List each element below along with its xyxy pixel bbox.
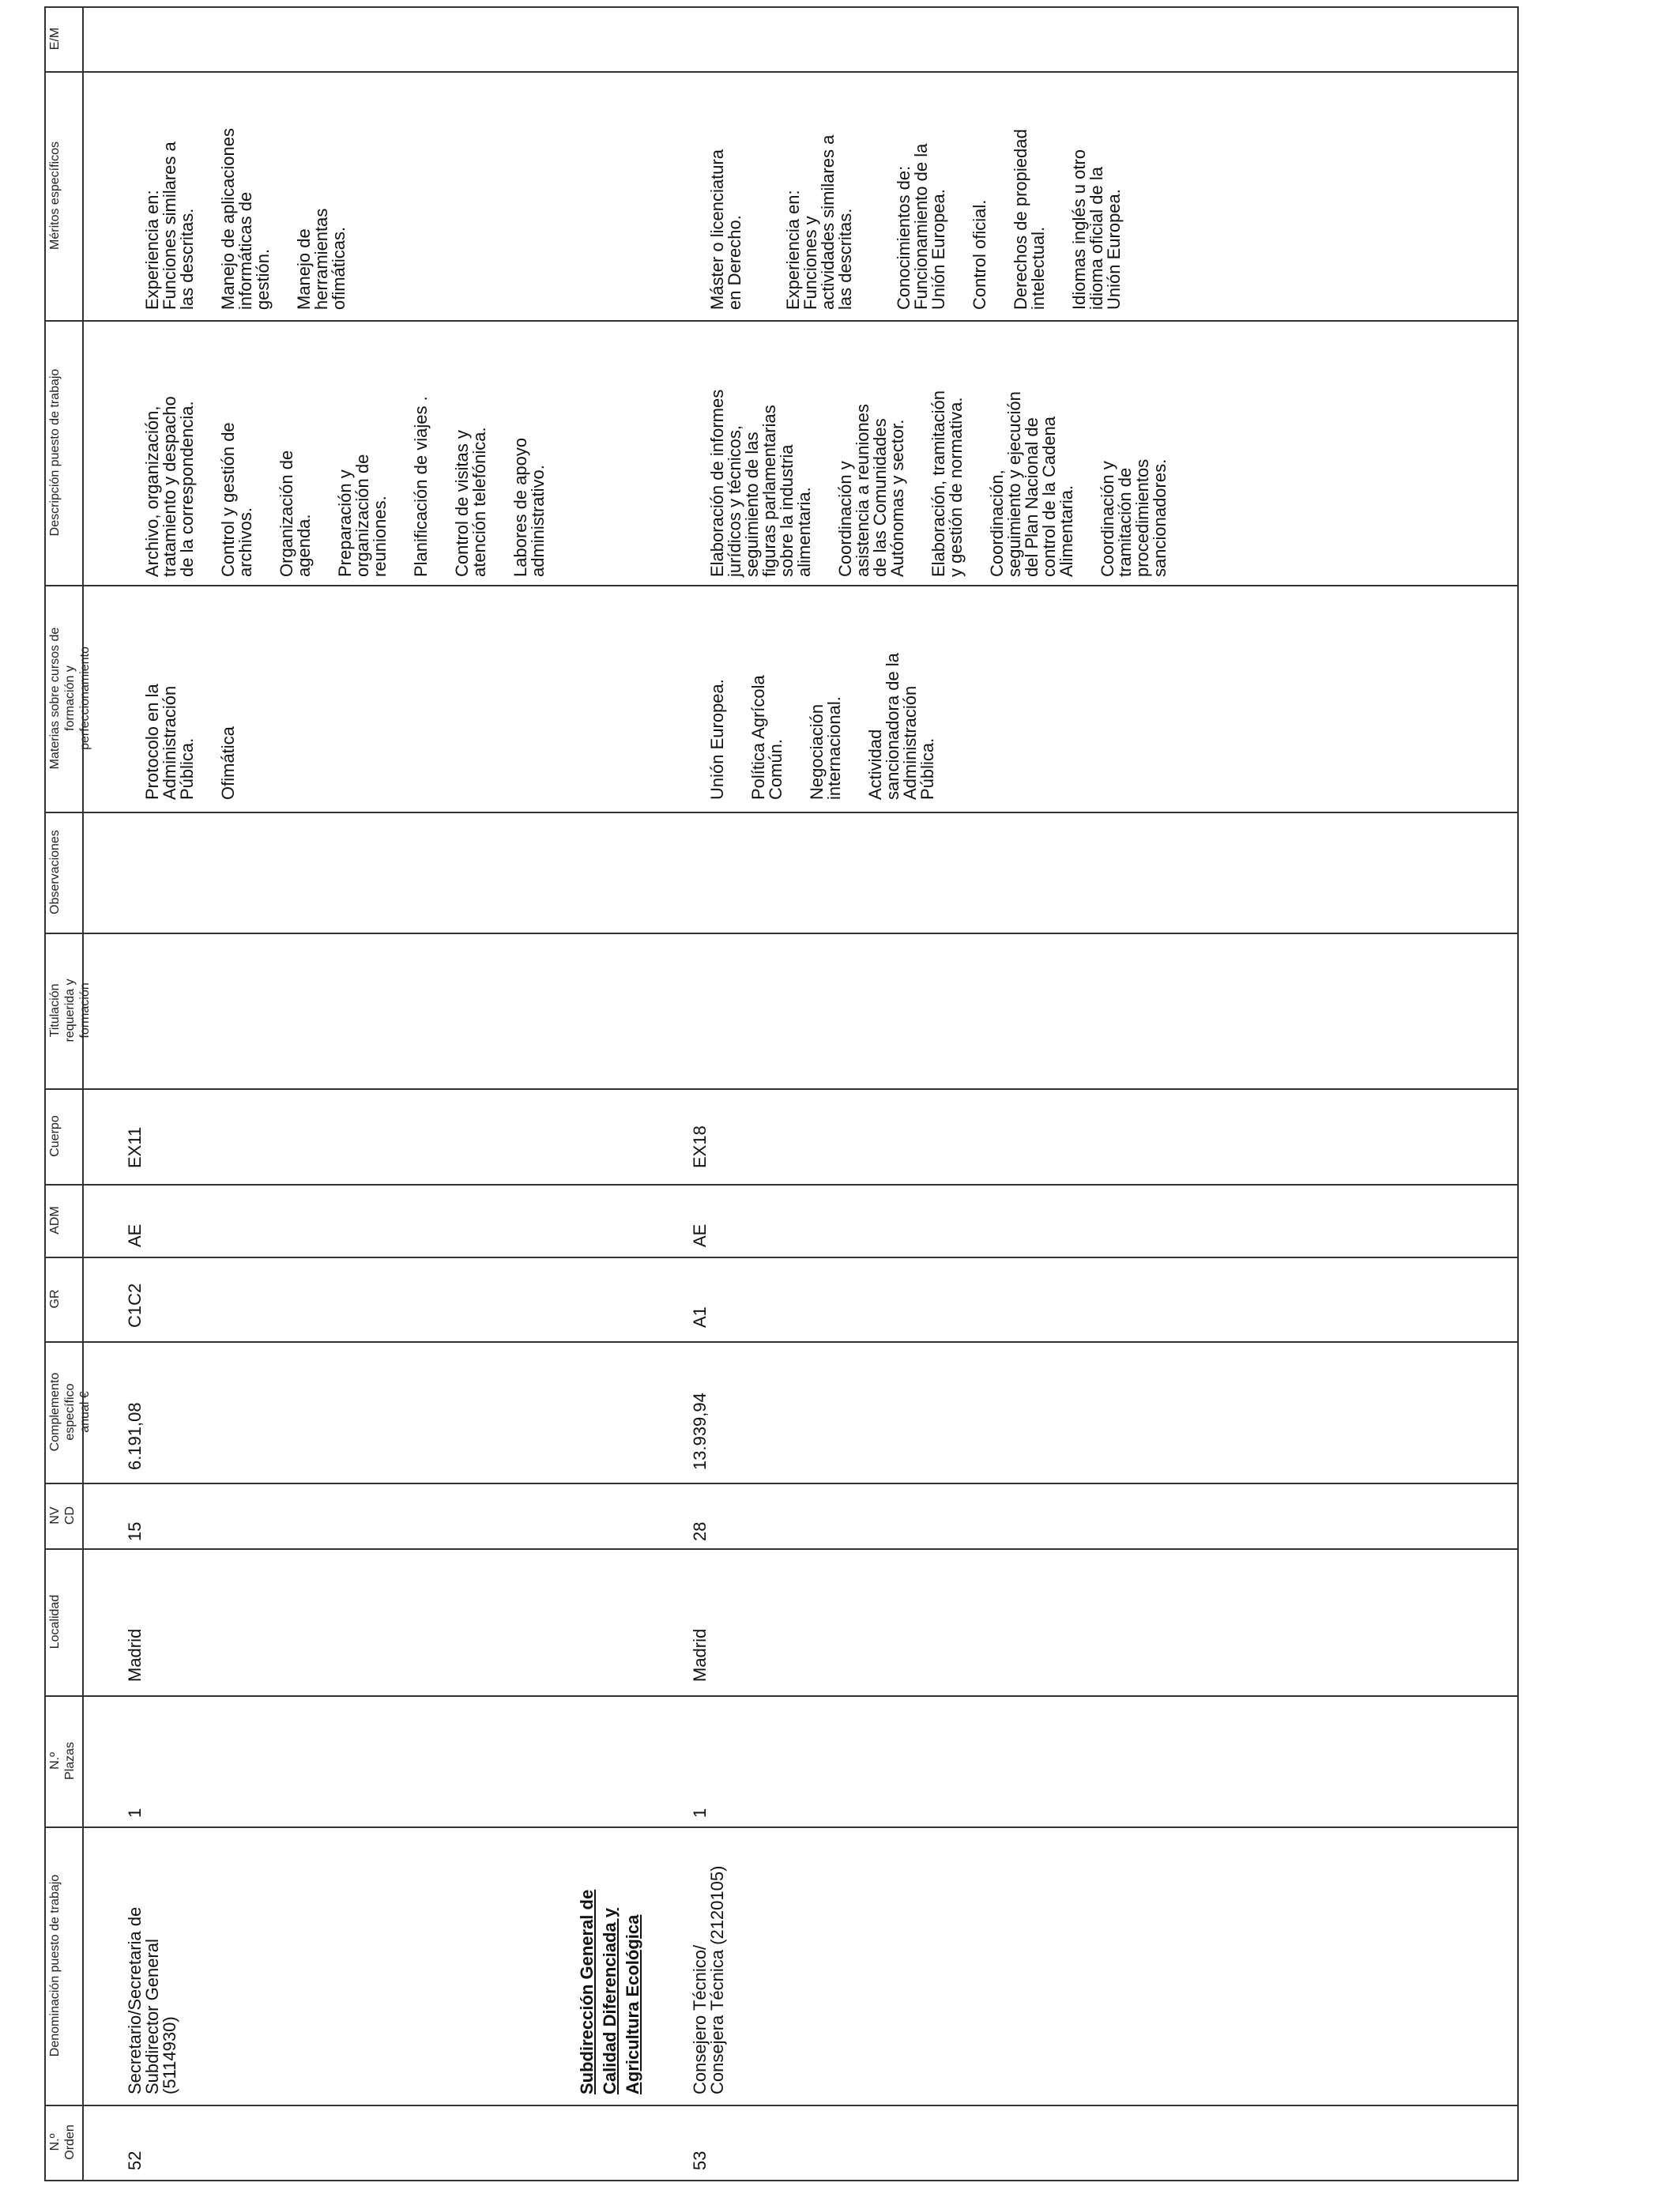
descripcion-item: Elaboración, tramitación y gestión de normativa. <box>929 390 966 577</box>
row-complemento: 6.191,08 <box>125 1402 145 1470</box>
header-adm: ADM <box>48 1206 62 1235</box>
materia-item: Ofimática <box>218 726 238 800</box>
descripcion-item: Coordinación y asistencia a reuniones de las Comunidades Autónomas y sector. <box>835 404 907 577</box>
descripcion-item: Elaboración de informes jurídicos y técnicos, seguimiento de las figuras parlamentarias sobre la industria alimentaria. <box>707 389 814 577</box>
descripcion-item: Control de visitas y atención telefónica. <box>452 427 489 577</box>
row-cuerpo: EX18 <box>690 1125 710 1168</box>
row-grupo: A1 <box>690 1306 710 1328</box>
materia-item: Unión Europea. <box>707 679 727 800</box>
merito-item: Manejo de herramientas ofimáticas. <box>294 208 348 310</box>
column-divider <box>44 320 1519 322</box>
row-descripcion <box>126 324 571 577</box>
row-orden: 53 <box>690 2151 710 2170</box>
header-complemento: Complemento específico anual € <box>48 1372 92 1452</box>
row-materias <box>126 586 261 800</box>
row-adm: AE <box>690 1223 710 1247</box>
materia-item: Protocolo en la Administración Pública. <box>142 684 197 800</box>
header-materias: Materias sobre cursos de formación y perfeccionamiento <box>48 627 92 770</box>
column-divider <box>44 1695 1519 1697</box>
row-nivel: 15 <box>125 1521 145 1541</box>
row-descripcion <box>691 324 1192 577</box>
row-meritos <box>126 73 371 310</box>
header-grupo: GR <box>48 1289 62 1309</box>
column-divider <box>44 812 1519 813</box>
descripcion-item: Coordinación, seguimiento y ejecución del Plan Nacional de control de la Cadena Alimentaria. <box>987 391 1076 577</box>
header-plazas: N.º Plazas <box>48 1741 77 1781</box>
descripcion-item: Control y gestión de archivos. <box>218 422 255 577</box>
merito-item: Experiencia en: Funciones y actividades similares a las descritas. <box>783 134 855 310</box>
merito-item: Control oficial. <box>970 199 989 310</box>
row-denominacion: Secretario/Secretaria de Subdirector General (5114930) <box>125 1906 179 2094</box>
column-divider <box>44 1257 1519 1258</box>
table-border-top <box>44 6 1519 8</box>
row-meritos <box>691 73 1147 310</box>
merito-item: Máster o licenciatura en Derecho. <box>707 149 744 310</box>
column-divider <box>44 1548 1519 1550</box>
header-denominacion: Denominación puesto de trabajo <box>48 1874 62 2057</box>
row-orden: 52 <box>125 2151 145 2170</box>
row-adm: AE <box>125 1223 145 1247</box>
header-orden: N.º Orden <box>48 2124 77 2160</box>
column-divider <box>44 933 1519 934</box>
merito-item: Experiencia en: Funciones similares a las descritas. <box>142 141 197 310</box>
section-heading: Subdirección General de Calidad Diferenciada y Agricultura Ecológica <box>577 1889 642 2094</box>
column-divider <box>44 1088 1519 1090</box>
header-titulacion: Titulación requerida y formación <box>48 978 92 1042</box>
merito-item: Idiomas inglés u otro idioma oficial de la Unión Europea. <box>1069 149 1124 310</box>
descripcion-item: Archivo, organización, tratamiento y despacho de la correspondencia. <box>142 396 197 577</box>
header-cuerpo: Cuerpo <box>48 1115 62 1157</box>
descripcion-item: Organización de agenda. <box>277 450 314 577</box>
column-divider <box>44 1184 1519 1186</box>
row-localidad: Madrid <box>125 1628 145 1682</box>
column-divider <box>44 1826 1519 1828</box>
row-complemento: 13.939,94 <box>690 1393 710 1470</box>
table-border-bottom <box>44 2180 1519 2181</box>
header-nivel: NV CD <box>48 1506 77 1525</box>
materia-item: Política Agrícola Común. <box>748 675 785 800</box>
column-divider <box>44 2105 1519 2106</box>
descripcion-item: Labores de apoyo administrativo. <box>510 437 548 577</box>
header-em: E/M <box>48 27 62 51</box>
column-divider <box>44 1341 1519 1343</box>
row-nivel: 28 <box>690 1521 710 1541</box>
merito-item: Conocimientos de: Funcionamiento de la Unión Europea. <box>894 143 948 310</box>
row-grupo: C1C2 <box>125 1283 145 1328</box>
descripcion-item: Coordinación y tramitación de procedimientos sancionadores. <box>1098 458 1170 577</box>
row-cuerpo: EX11 <box>125 1126 145 1168</box>
descripcion-item: Preparación y organización de reuniones. <box>335 454 390 577</box>
row-denominacion: Consejero Técnico/ Consejera Técnica (2120105) <box>690 1865 727 2094</box>
column-divider <box>44 1483 1519 1484</box>
header-descripcion: Descripción puesto de trabajo <box>48 368 62 537</box>
table-border-left <box>44 6 46 2181</box>
row-materias <box>691 586 960 800</box>
materia-item: Negociación internacional. <box>807 696 844 800</box>
table-border-right <box>1517 6 1519 2181</box>
merito-item: Derechos de propiedad intelectual. <box>1011 129 1048 310</box>
materia-item: Actividad sancionadora de la Administración Pública. <box>865 653 937 800</box>
header-observaciones: Observaciones <box>48 830 62 914</box>
row-localidad: Madrid <box>690 1628 710 1682</box>
header-localidad: Localidad <box>48 1594 62 1649</box>
row-plazas: 1 <box>690 1808 710 1818</box>
descripcion-item: Planificación de viajes . <box>411 396 431 577</box>
merito-item: Manejo de aplicaciones informáticas de gestión. <box>218 128 273 310</box>
header-separator <box>82 6 84 2181</box>
row-plazas: 1 <box>125 1808 145 1818</box>
header-meritos: Méritos específicos <box>48 141 62 250</box>
